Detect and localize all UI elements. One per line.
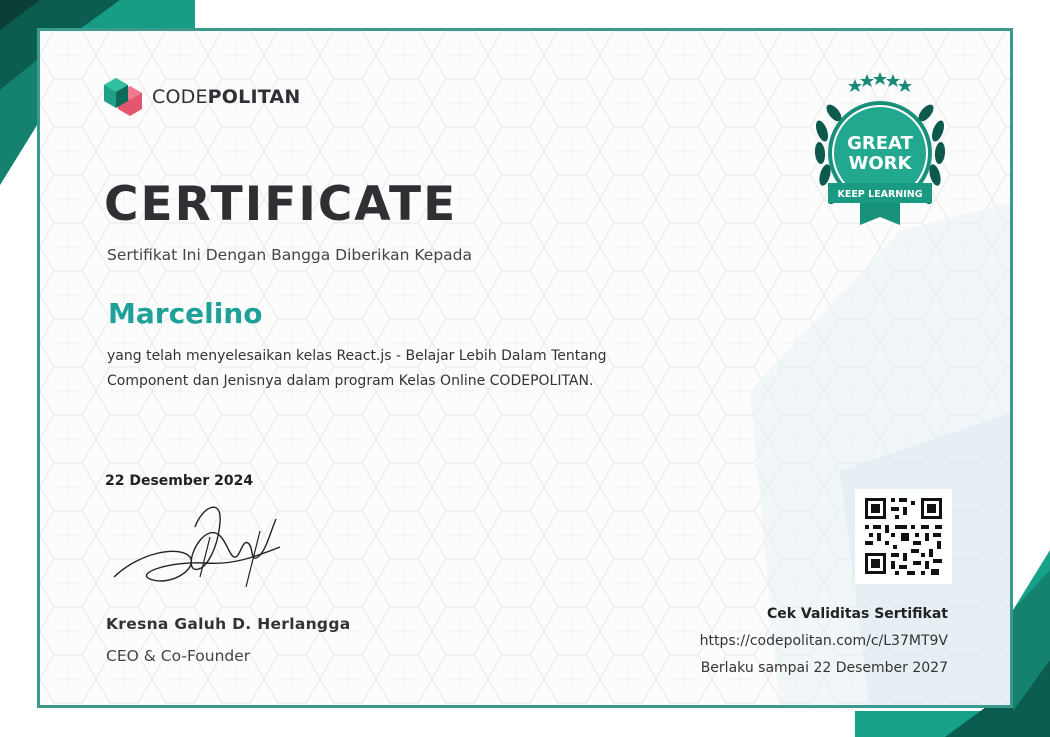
course-description-line: yang telah menyelesaikan kelas React.js - Belajar Lebih Dalam Tentang <box>107 348 607 364</box>
verification-heading: Cek Validitas Sertifikat <box>766 606 948 622</box>
badge-line1: GREAT <box>847 133 913 154</box>
recipient-name: Marcelino <box>108 297 263 330</box>
course-description-line: Component dan Jenisnya dalam program Kelas Online CODEPOLITAN. <box>107 373 594 389</box>
verification-block <box>700 601 948 682</box>
certificate-subtitle: Sertifikat Ini Dengan Bangga Diberikan Kepada <box>107 246 473 264</box>
logo-wordmark-suffix: POLITAN <box>207 86 301 108</box>
signer-name: Kresna Galuh D. Herlangga <box>106 615 351 633</box>
logo-wordmark <box>152 86 300 108</box>
issue-date: 22 Desember 2024 <box>105 473 254 489</box>
logo-wordmark-prefix: CODE <box>152 86 208 108</box>
codepolitan-logo <box>102 75 300 119</box>
badge-line2: WORK <box>848 153 912 174</box>
badge-ribbon-text: KEEP LEARNING <box>837 189 923 200</box>
course-description <box>107 344 627 394</box>
signature <box>110 497 290 597</box>
laurel-badge-icon <box>800 71 960 231</box>
codepolitan-logo-icon <box>102 75 144 119</box>
certificate-frame <box>37 28 1013 708</box>
certificate-title: CERTIFICATE <box>104 177 458 232</box>
qr-code <box>855 489 952 584</box>
validity-date: Berlaku sampai 22 Desember 2027 <box>700 660 948 676</box>
verification-url[interactable]: https://codepolitan.com/c/L37MT9V <box>699 633 948 649</box>
signer-role: CEO & Co-Founder <box>106 647 251 665</box>
